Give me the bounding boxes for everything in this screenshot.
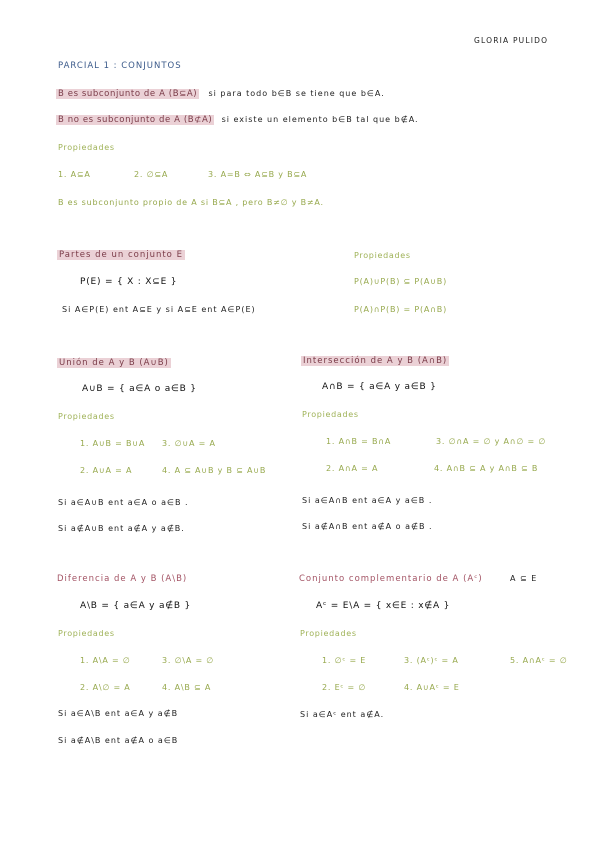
union-prop-2: 2. A∪A = A: [80, 466, 133, 475]
union-heading: Unión de A y B (A∪B): [59, 358, 169, 368]
difference-prop-2: 2. A\∅ = A: [80, 683, 131, 692]
intersection-properties-label: Propiedades: [302, 410, 359, 419]
parts-heading: Partes de un conjunto E: [59, 250, 183, 260]
difference-prop-1: 1. A\A = ∅: [80, 656, 131, 665]
difference-heading: Diferencia de A y B (A\B): [57, 574, 188, 584]
union-prop-3: 3. ∅∪A = A: [162, 439, 216, 448]
intersection-prop-1: 1. A∩B = B∩A: [326, 437, 392, 446]
page-title: PARCIAL 1 : CONJUNTOS: [58, 61, 182, 71]
difference-properties-label: Propiedades: [58, 629, 115, 638]
parts-prop-1: P(A)∪P(B) ⊆ P(A∪B): [354, 277, 448, 286]
intersection-heading: Intersección de A y B (A∩B): [303, 356, 448, 366]
complement-heading: Conjunto complementario de A (Aᶜ): [299, 574, 483, 584]
union-rule-2: Si a∉A∪B ent a∉A y a∉B.: [58, 524, 185, 533]
difference-rule-2: Si a∉A\B ent a∉A o a∈B: [58, 736, 179, 745]
difference-prop-3: 3. ∅\A = ∅: [162, 656, 215, 665]
parts-properties-label: Propiedades: [354, 251, 411, 260]
author-name: GLORIA PULIDO: [474, 36, 549, 45]
parts-definition: P(E) = { X : X⊆E }: [80, 277, 178, 287]
intro-properties-label: Propiedades: [58, 143, 115, 152]
proper-subset-definition: B es subconjunto propio de A si B⊆A , pero B≠∅ y B≠A.: [58, 198, 324, 207]
complement-aside: A ⊆ E: [510, 574, 538, 583]
subset-definition: [56, 89, 385, 99]
union-prop-1: 1. A∪B = B∪A: [80, 439, 146, 448]
union-properties-label: Propiedades: [58, 412, 115, 421]
complement-prop-2: 2. Eᶜ = ∅: [322, 683, 367, 692]
union-definition: A∪B = { a∈A o a∈B }: [82, 384, 197, 394]
complement-rule-1: Si a∈Aᶜ ent a∉A.: [300, 710, 385, 719]
intersection-prop-3: 3. ∅∩A = ∅ y A∩∅ = ∅: [436, 437, 547, 446]
complement-prop-1: 1. ∅ᶜ = E: [322, 656, 367, 665]
intersection-rule-2: Si a∉A∩B ent a∉A o a∉B .: [302, 522, 433, 531]
notsubset-definition: [56, 115, 419, 125]
difference-definition: A\B = { a∈A y a∉B }: [80, 601, 192, 611]
parts-rule: Si A∈P(E) ent A⊆E y si A⊆E ent A∈P(E): [62, 305, 256, 314]
intersection-prop-2: 2. A∩A = A: [326, 464, 379, 473]
complement-definition: Aᶜ = E\A = { x∈E : x∉A }: [316, 601, 451, 611]
union-prop-4: 4. A ⊆ A∪B y B ⊆ A∪B: [162, 466, 267, 475]
complement-prop-5: 5. A∩Aᶜ = ∅: [510, 656, 568, 665]
intro-prop-1: 1. A⊆A: [58, 170, 91, 179]
notsubset-term: B no es subconjunto de A (B⊄A): [58, 115, 213, 125]
intersection-prop-4: 4. A∩B ⊆ A y A∩B ⊆ B: [434, 464, 539, 473]
intersection-definition: A∩B = { a∈A y a∈B }: [322, 382, 437, 392]
difference-rule-1: Si a∈A\B ent a∈A y a∉B: [58, 709, 179, 718]
subset-term: B es subconjunto de A (B⊆A): [58, 89, 198, 99]
complement-prop-4: 4. A∪Aᶜ = E: [404, 683, 460, 692]
complement-properties-label: Propiedades: [300, 629, 357, 638]
intro-prop-3: 3. A=B ⇔ A⊆B y B⊆A: [208, 170, 308, 179]
subset-rest: si para todo b∈B se tiene que b∈A.: [208, 89, 385, 98]
union-rule-1: Si a∈A∪B ent a∈A o a∈B .: [58, 498, 189, 507]
complement-prop-3: 3. (Aᶜ)ᶜ = A: [404, 656, 459, 665]
parts-prop-2: P(A)∩P(B) = P(A∩B): [354, 305, 448, 314]
notsubset-rest: si existe un elemento b∈B tal que b∉A.: [221, 115, 419, 124]
difference-prop-4: 4. A\B ⊆ A: [162, 683, 212, 692]
intersection-rule-1: Si a∈A∩B ent a∈A y a∈B .: [302, 496, 433, 505]
intro-prop-2: 2. ∅⊆A: [134, 170, 169, 179]
